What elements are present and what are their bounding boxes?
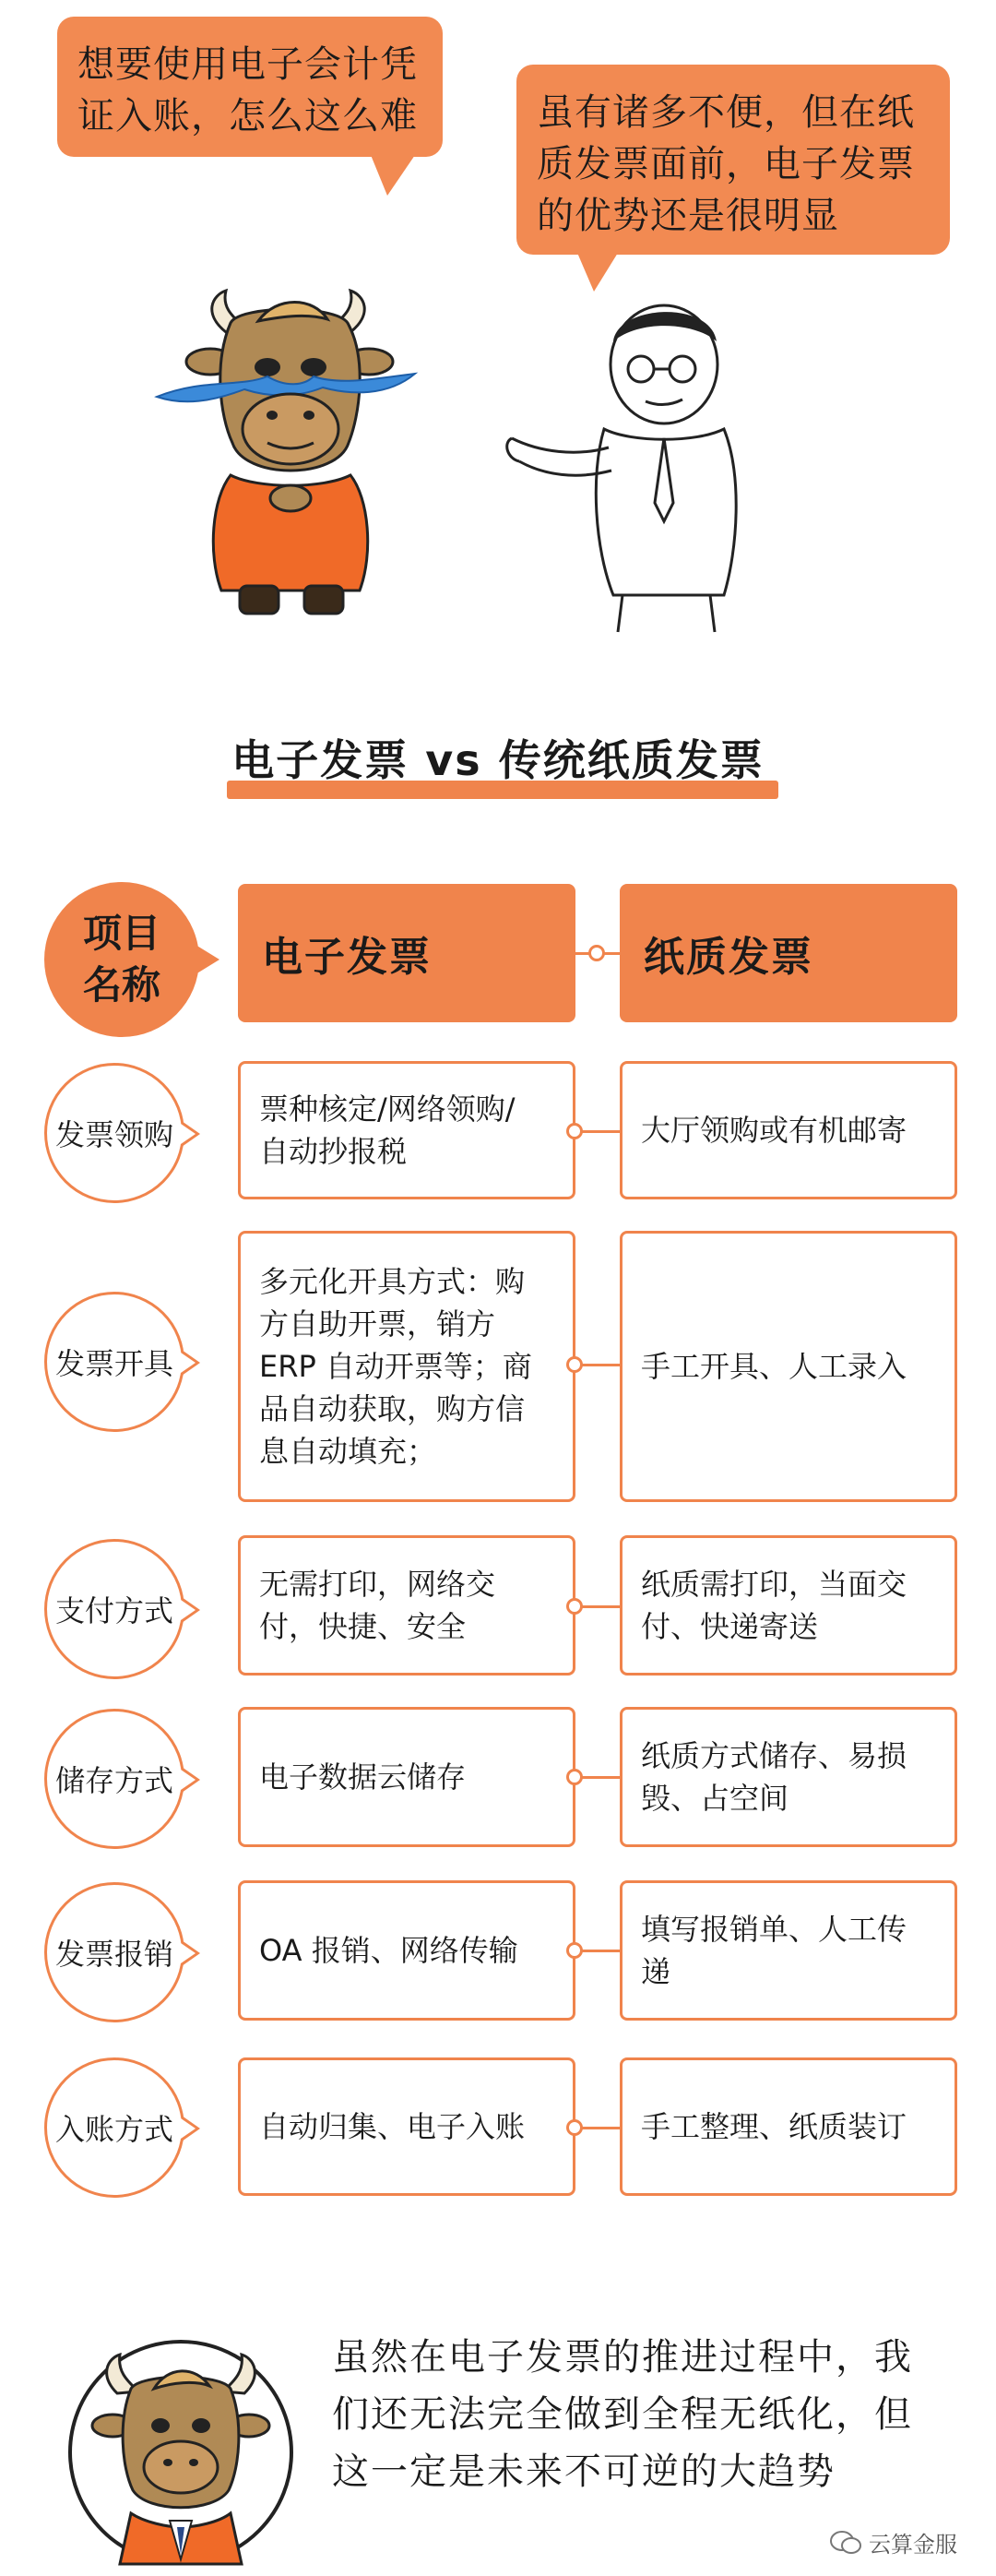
cell-line: 电子数据云储存 bbox=[259, 1759, 467, 1795]
cell-line: 息自动填充； bbox=[259, 1434, 437, 1469]
left-speech-bubble bbox=[57, 17, 443, 157]
row-label-accounting bbox=[44, 2057, 184, 2198]
right-bubble-line: 虽有诸多不便，但在纸 bbox=[537, 91, 915, 134]
electronic-cell-accounting bbox=[238, 2057, 575, 2196]
row-label-reimbursement bbox=[44, 1882, 184, 2022]
right-bubble-line: 的优势还是很明显 bbox=[537, 195, 839, 237]
header-connector-node bbox=[588, 945, 605, 961]
cell-line: 品自动获取，购方信 bbox=[259, 1391, 526, 1426]
electronic-cell-issuing bbox=[238, 1231, 575, 1502]
row-connector-node bbox=[566, 2119, 583, 2136]
electronic-cell-purchase bbox=[238, 1061, 575, 1199]
footer-line: 们还无法完全做到全程无纸化，但 bbox=[332, 2393, 913, 2436]
paper-cell-accounting bbox=[620, 2057, 957, 2196]
cell-line: 递 bbox=[641, 1954, 671, 1989]
footer-summary bbox=[332, 2329, 959, 2500]
watermark-text: 云算金服 bbox=[869, 2532, 957, 2558]
row-connector-node bbox=[566, 1769, 583, 1785]
cell-line: 纸质需打印，当面交 bbox=[641, 1567, 907, 1602]
cell-line: 纸质方式储存、易损 bbox=[641, 1738, 907, 1773]
footer-line: 这一定是未来不可逆的大趋势 bbox=[332, 2451, 836, 2493]
right-speech-bubble bbox=[516, 65, 950, 255]
cell-line: 付，快捷、安全 bbox=[259, 1609, 467, 1644]
cell-line: 自动抄报税 bbox=[259, 1134, 408, 1169]
cell-line: 毁、占空间 bbox=[641, 1781, 789, 1816]
cow-avatar bbox=[66, 2338, 295, 2567]
cell-line: 票种核定/网络领购/ bbox=[259, 1091, 516, 1127]
row-label-text: 发票报销 bbox=[54, 1937, 173, 1972]
paper-cell-reimbursement bbox=[620, 1880, 957, 2021]
paper-cell-payment bbox=[620, 1535, 957, 1676]
electronic-invoice-header: 电子发票 bbox=[238, 884, 575, 1022]
cell-line: OA 报销、网络传输 bbox=[259, 1933, 518, 1968]
row-label-payment bbox=[44, 1539, 184, 1679]
paper-cell-issuing bbox=[620, 1231, 957, 1502]
section-title: 电子发票 vs 传统纸质发票 bbox=[231, 735, 765, 785]
item-name-header-line2: 名称 bbox=[82, 962, 160, 1008]
electronic-cell-payment bbox=[238, 1535, 575, 1676]
cell-line: 填写报销单、人工传 bbox=[641, 1912, 907, 1947]
businessman-illustration bbox=[503, 291, 807, 641]
left-bubble-line: 证入账，怎么这么难 bbox=[77, 95, 418, 137]
cell-line: 自动归集、电子入账 bbox=[259, 2109, 526, 2144]
row-label-text: 发票开具 bbox=[54, 1346, 173, 1381]
cell-line: ERP 自动开票等；商 bbox=[259, 1349, 532, 1384]
watermark bbox=[830, 2526, 957, 2558]
paper-cell-purchase bbox=[620, 1061, 957, 1199]
row-label-text: 发票领购 bbox=[54, 1117, 173, 1152]
cell-line: 付、快递寄送 bbox=[641, 1609, 819, 1644]
row-label-storage bbox=[44, 1709, 184, 1849]
cell-line: 手工开具、人工录入 bbox=[641, 1349, 907, 1384]
left-bubble-line: 想要使用电子会计凭 bbox=[77, 43, 418, 86]
row-connector-node bbox=[566, 1598, 583, 1615]
electronic-cell-reimbursement bbox=[238, 1880, 575, 2021]
cell-line: 多元化开具方式：购 bbox=[259, 1264, 526, 1299]
paper-cell-storage bbox=[620, 1707, 957, 1847]
row-label-issuing bbox=[44, 1292, 184, 1432]
paper-invoice-header: 纸质发票 bbox=[620, 884, 957, 1022]
row-label-text: 支付方式 bbox=[54, 1593, 173, 1628]
item-name-header bbox=[44, 882, 199, 1037]
electronic-cell-storage bbox=[238, 1707, 575, 1847]
row-connector-node bbox=[566, 1356, 583, 1373]
row-connector-node bbox=[566, 1942, 583, 1959]
cell-line: 手工整理、纸质装订 bbox=[641, 2109, 907, 2144]
footer-line: 虽然在电子发票的推进过程中，我 bbox=[332, 2336, 913, 2379]
row-label-text: 储存方式 bbox=[54, 1763, 173, 1798]
right-bubble-line: 质发票面前，电子发票 bbox=[537, 143, 915, 185]
wechat-icon bbox=[830, 2530, 861, 2556]
row-connector-node bbox=[566, 1123, 583, 1139]
item-name-header-line1: 项目 bbox=[82, 911, 160, 956]
cell-line: 方自助开票，销方 bbox=[259, 1306, 496, 1342]
cell-line: 大厅领购或有机邮寄 bbox=[641, 1113, 907, 1148]
row-label-purchase bbox=[44, 1063, 184, 1203]
cell-line: 无需打印，网络交 bbox=[259, 1567, 496, 1602]
crying-cow-illustration bbox=[138, 277, 443, 627]
row-label-text: 入账方式 bbox=[54, 2112, 173, 2147]
